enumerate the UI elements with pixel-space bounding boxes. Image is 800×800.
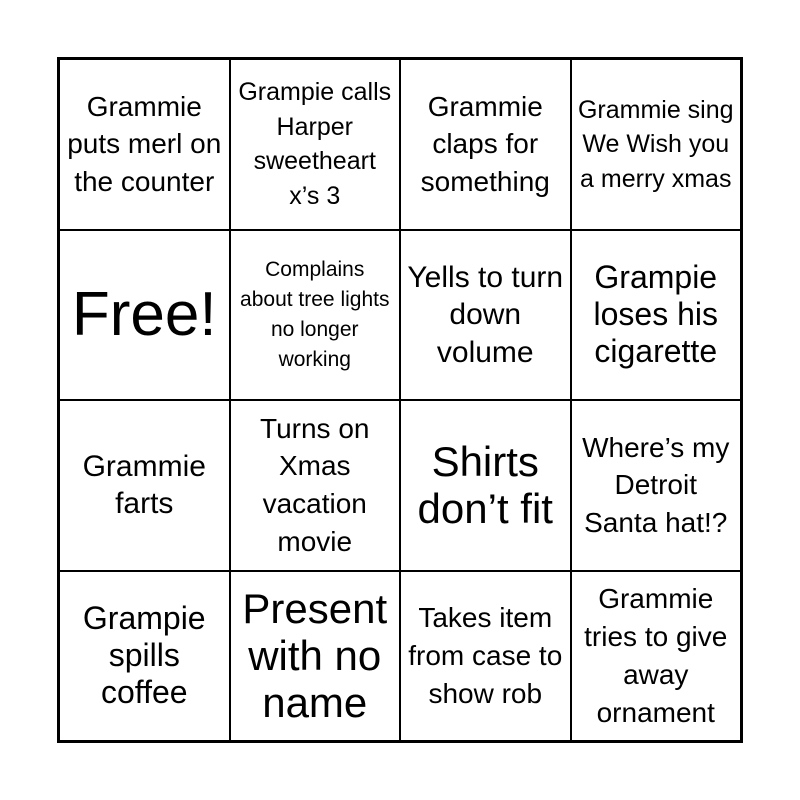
- cell-label: Present with no name: [242, 585, 388, 727]
- cell-label: Takes item from case to show rob: [408, 602, 563, 709]
- cell-label: Grammie farts: [82, 449, 206, 521]
- bingo-cell[interactable]: [400, 571, 571, 742]
- cell-label: Turns on Xmas vacation movie: [260, 412, 370, 558]
- cell-label: Complains about tree lights no longer working: [240, 257, 390, 371]
- cell-label: Grammie puts merl on the counter: [67, 90, 222, 198]
- bingo-cell[interactable]: [571, 230, 742, 401]
- cell-label: Grammie tries to give away ornament: [584, 583, 728, 728]
- cell-label: Grammie claps for something: [420, 90, 550, 198]
- bingo-cell[interactable]: [571, 400, 742, 571]
- cell-label: Shirts don’t fit: [417, 438, 553, 533]
- cell-label: Grampie loses his cigarette: [593, 259, 718, 370]
- bingo-cell[interactable]: [59, 59, 230, 230]
- cell-label: Yells to turn down volume: [407, 260, 564, 369]
- bingo-cell[interactable]: [59, 571, 230, 742]
- bingo-cell[interactable]: [230, 59, 401, 230]
- free-space-label: Free!: [71, 279, 217, 349]
- bingo-board: [57, 57, 743, 743]
- cell-label: Grammie sing We Wish you a merry xmas: [577, 95, 734, 193]
- bingo-cell[interactable]: [400, 59, 571, 230]
- free-space-cell[interactable]: [59, 230, 230, 401]
- bingo-cell[interactable]: [400, 400, 571, 571]
- bingo-cell[interactable]: [230, 230, 401, 401]
- bingo-cell[interactable]: [230, 400, 401, 571]
- bingo-cell[interactable]: [230, 571, 401, 742]
- bingo-cell[interactable]: [59, 400, 230, 571]
- bingo-cell[interactable]: [400, 230, 571, 401]
- bingo-cell[interactable]: [571, 59, 742, 230]
- cell-label: Grampie calls Harper sweetheart x’s 3: [238, 78, 392, 210]
- bingo-cell[interactable]: [571, 571, 742, 742]
- cell-label: Grampie spills coffee: [82, 600, 206, 711]
- cell-label: Where’s my Detroit Santa hat!?: [582, 431, 730, 539]
